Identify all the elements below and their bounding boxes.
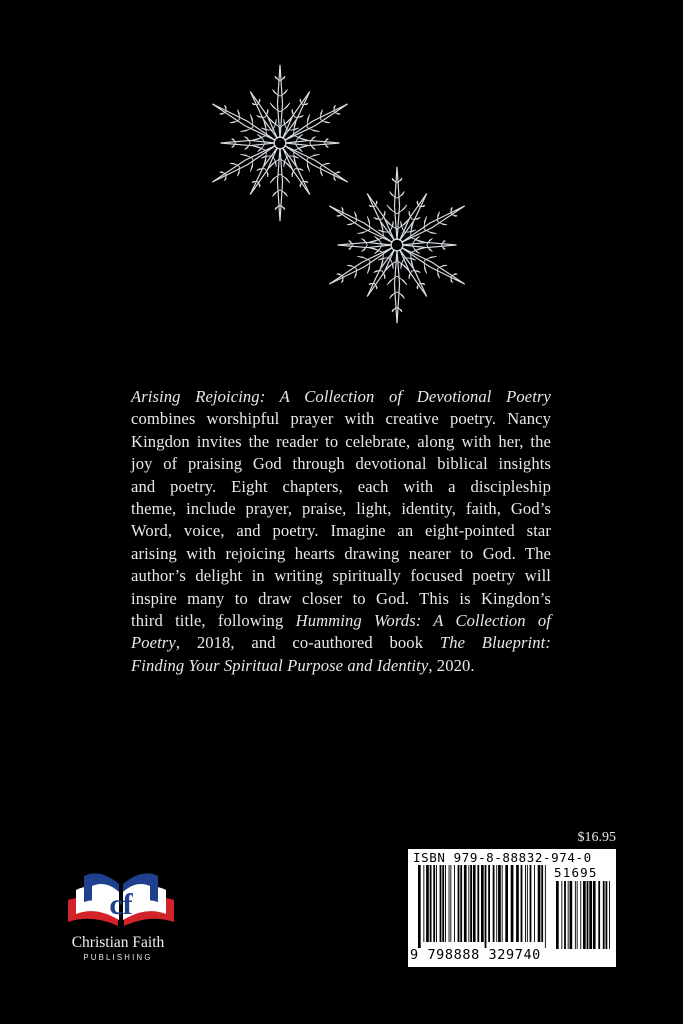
description-line [131, 408, 551, 430]
description-line [131, 498, 551, 520]
title-italic-text: Arising Rejoicing: A Collection of Devotional Poetry [131, 387, 551, 406]
barcode-addon-bars [556, 881, 612, 949]
description-text: third title, following [131, 611, 296, 631]
title-italic-text: The Blueprint: [439, 633, 552, 653]
description-text: , 2020. [428, 655, 475, 675]
snowflake-icon [312, 160, 482, 330]
description-line [131, 588, 551, 610]
barcode-bars [418, 865, 548, 948]
description-line [131, 453, 551, 475]
price-label: $16.95 [577, 830, 616, 845]
description-text: theme, include prayer, praise, light, identity, faith, God’s [131, 499, 551, 519]
description-line [131, 520, 551, 542]
barcode-addon-digits: 51695 [554, 865, 598, 880]
isbn-barcode [408, 849, 616, 967]
description-text: arising with rejoicing hearts drawing nearer to God. The [131, 543, 551, 563]
isbn-label: ISBN 979-8-88832-974-0 [413, 850, 592, 865]
description-line [131, 565, 551, 587]
description-line [131, 386, 551, 408]
logo-monogram: cf [109, 888, 133, 921]
description-text: Word, voice, and poetry. Imagine an eight-pointed star [131, 521, 551, 541]
description-line [131, 476, 551, 498]
description-line [131, 632, 551, 654]
description-line [131, 610, 551, 632]
title-italic-text: Poetry [131, 633, 176, 653]
title-italic-text: Finding Your Spiritual Purpose and Identity [131, 655, 429, 675]
description-line [131, 655, 551, 677]
book-description [131, 386, 551, 677]
ean-digits: 9 798888 329740 [410, 947, 541, 963]
description-text: inspire many to draw closer to God. This is Kingdon’s [131, 588, 551, 608]
description-text: , 2018, and co-authored book [175, 633, 440, 653]
title-italic-text: Humming Words: A Collection of [295, 611, 551, 631]
description-text: Kingdon invites the reader to celebrate, along with her, the [131, 431, 551, 451]
description-text: joy of praising God through devotional biblical insights [131, 454, 551, 474]
description-text: combines worshipful prayer with creative poetry. Nancy [131, 409, 551, 429]
publisher-name: Christian Faith [71, 934, 165, 951]
description-line [131, 431, 551, 453]
description-text: author’s delight in writing spiritually focused poetry will [131, 566, 551, 586]
description-text: and poetry. Eight chapters, each with a discipleship [131, 476, 551, 496]
publisher-subtitle: PUBLISHING [83, 953, 153, 962]
description-line [131, 543, 551, 565]
